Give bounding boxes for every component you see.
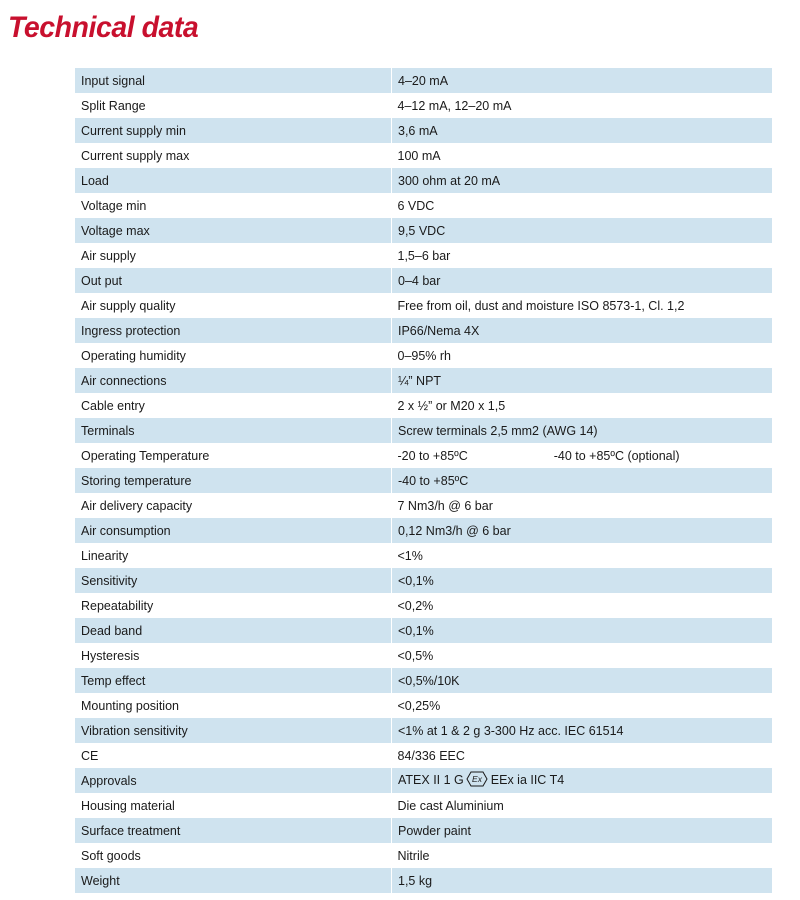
spec-row [75,68,772,93]
spec-row [75,768,772,793]
spec-row [75,493,772,518]
page-title: Technical data [8,11,199,44]
spec-name: Current supply max [81,148,190,163]
spec-value: 2 x ½” or M20 x 1,5 [397,398,506,413]
spec-value: 0–4 bar [392,268,773,293]
spec-value: Screw terminals 2,5 mm2 (AWG 14) [392,418,773,443]
spec-value: Die cast Aluminium [397,798,504,813]
spec-row [75,868,772,893]
spec-value: 0,12 Nm3/h @ 6 bar [392,518,773,543]
spec-value: 9,5 VDC [392,218,773,243]
spec-value: 1,5–6 bar [397,248,451,263]
spec-row [75,268,772,293]
spec-value: <0,1% [392,618,773,643]
spec-name: Linearity [81,548,129,563]
spec-row [75,718,772,743]
ex-mark-label: Ex [471,774,482,785]
spec-value [392,768,773,793]
spec-name: Mounting position [81,698,179,713]
spec-row [75,393,772,418]
spec-name: Dead band [75,618,392,643]
spec-value: <0,5% [397,648,434,663]
spec-value: <0,1% [392,568,773,593]
spec-value: 300 ohm at 20 mA [392,168,773,193]
spec-name: Air supply quality [81,298,176,313]
spec-value-primary: ATEX II 1 G [398,772,464,787]
spec-value: ¼” NPT [392,368,773,393]
spec-name: Input signal [75,68,392,93]
spec-row [75,468,772,493]
spec-row [75,793,772,818]
spec-value: <1% at 1 & 2 g 3-300 Hz acc. IEC 61514 [392,718,773,743]
spec-name: Cable entry [81,398,145,413]
spec-row [75,518,772,543]
spec-name: Current supply min [75,118,392,143]
spec-value: 100 mA [397,148,441,163]
spec-row [75,93,772,118]
spec-row [75,643,772,668]
spec-name: Soft goods [81,848,141,863]
spec-value: <1% [397,548,423,563]
spec-row [75,343,772,368]
spec-row [75,118,772,143]
spec-value: <0,25% [397,698,441,713]
spec-name: Temp effect [75,668,392,693]
spec-name: Air connections [75,368,392,393]
spec-name: CE [81,748,99,763]
spec-value: Nitrile [397,848,430,863]
spec-value: IP66/Nema 4X [392,318,773,343]
spec-row [75,243,772,268]
spec-name: Air supply [81,248,136,263]
spec-name: Air consumption [75,518,392,543]
spec-row [75,743,772,768]
spec-row [75,418,772,443]
spec-name: Vibration sensitivity [75,718,392,743]
spec-row [75,543,772,568]
spec-name: Surface treatment [75,818,392,843]
spec-name: Repeatability [81,598,154,613]
spec-name: Operating Temperature [81,448,210,463]
spec-value: 4–20 mA [392,68,773,93]
spec-row [75,668,772,693]
spec-name: Hysteresis [81,648,140,663]
spec-name: Load [75,168,392,193]
spec-value: 4–12 mA, 12–20 mA [397,98,512,113]
spec-value-primary: -20 to +85ºC [397,448,468,463]
spec-name: Air delivery capacity [81,498,193,513]
spec-row [75,593,772,618]
spec-name: Approvals [75,768,392,793]
spec-value: 84/336 EEC [397,748,465,763]
spec-row [75,443,772,468]
spec-name: Voltage min [81,198,147,213]
spec-row [75,818,772,843]
spec-row [75,293,772,318]
spec-row [75,618,772,643]
spec-name: Operating humidity [81,348,186,363]
spec-value: 6 VDC [397,198,435,213]
spec-row [75,368,772,393]
spec-value: 3,6 mA [392,118,773,143]
ex-mark-icon [466,771,488,790]
spec-name: Out put [75,268,392,293]
spec-name: Split Range [81,98,146,113]
spec-row [75,843,772,868]
spec-value: Powder paint [392,818,773,843]
technical-data-table [75,68,772,893]
spec-value: <0,2% [397,598,434,613]
spec-name: Storing temperature [75,468,392,493]
spec-row [75,693,772,718]
spec-row [75,218,772,243]
spec-value: 1,5 kg [392,868,773,893]
spec-row [75,168,772,193]
spec-value: 0–95% rh [397,348,452,363]
spec-name: Weight [75,868,392,893]
spec-name: Voltage max [75,218,392,243]
spec-value-secondary: EEx ia IIC T4 [490,772,565,787]
spec-value: <0,5%/10K [392,668,773,693]
spec-name: Housing material [81,798,175,813]
spec-name: Terminals [75,418,392,443]
spec-name: Sensitivity [75,568,392,593]
spec-row [75,193,772,218]
spec-row [75,143,772,168]
spec-row [75,568,772,593]
spec-value-optional: -40 to +85ºC (optional) [553,448,680,463]
spec-name: Ingress protection [75,318,392,343]
spec-value [392,443,773,468]
spec-value: Free from oil, dust and moisture ISO 8573-1, Cl. 1,2 [397,298,685,313]
spec-value: 7 Nm3/h @ 6 bar [397,498,493,513]
spec-value: -40 to +85ºC [392,468,773,493]
spec-row [75,318,772,343]
